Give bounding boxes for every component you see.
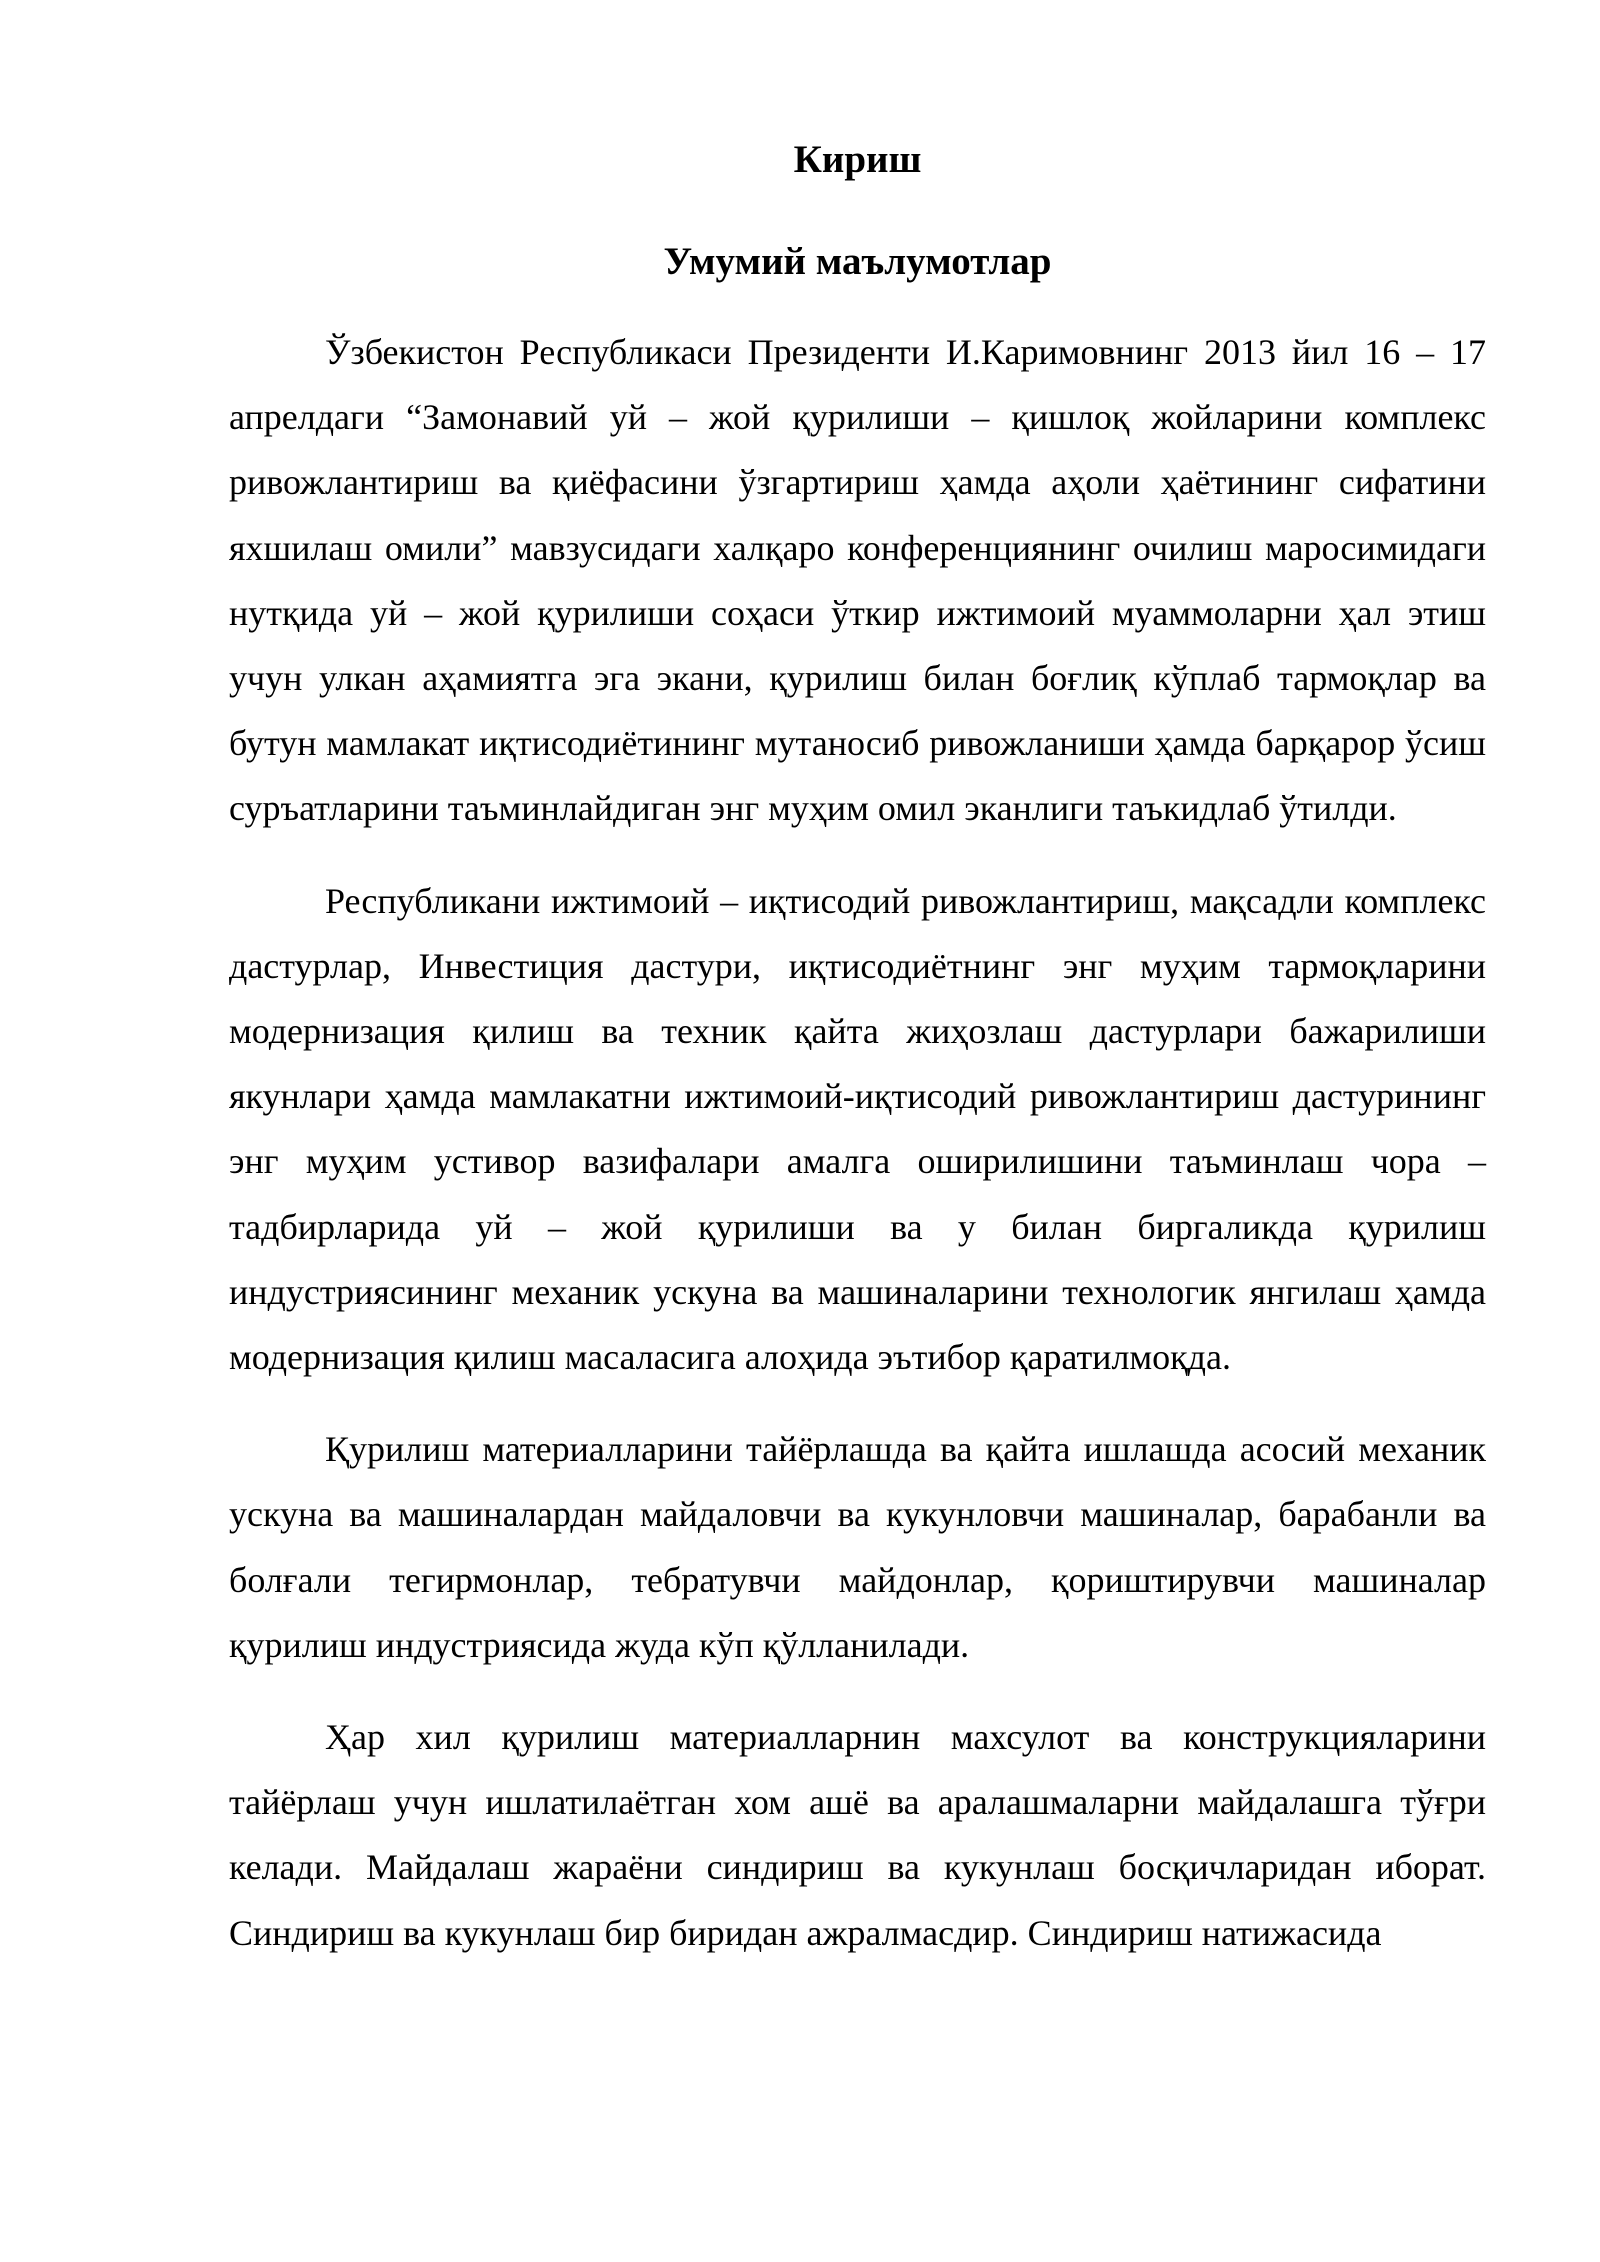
- paragraph-1: Ўзбекистон Республикаси Президенти И.Каримовнинг 2013 йил 16 – 17 апрелдаги “Замонавий уй – жой қурилиши – қишлоқ жойларини комплекс ривожлантириш ва қиёфасини ўзгартириш ҳамда аҳоли ҳаётининг сифатини яхшилаш омили” мавзусидаги халқаро конференциянинг очилиш маросимидаги нутқида уй – жой қурилиши соҳаси ўткир ижтимоий муаммоларни ҳал этиш учун улкан аҳамиятга эга экани, қурилиш билан боғлиқ кўплаб тармоқлар ва бутун мамлакат иқтисодиётининг мутаносиб ривожланиши ҳамда барқарор ўсиш суръатларини таъминлайдиган энг муҳим омил эканлиги таъкидлаб ўтилди.: [229, 332, 1486, 829]
- section-subheading: Умумий маълумотлар: [663, 240, 1052, 283]
- paragraph-4: Ҳар хил қурилиш материалларнин махсулот ва конструкцияларини тайёрлаш учун ишлатилаётган хом ашё ва аралашмаларни майдалашга тўғри келади. Майдалаш жараёни синдириш ва кукунлаш босқичларидан иборат. Синдириш ва кукунлаш бир биридан ажралмасдир. Синдириш натижасида: [229, 1717, 1486, 1953]
- paragraph-3: Қурилиш материалларини тайёрлашда ва қайта ишлашда асосий механик ускуна ва машиналардан майдаловчи ва кукунловчи машиналар, барабанли ва болғали тегирмонлар, тебратувчи майдонлар, қориштирувчи машиналар қурилиш индустриясида жуда кўп қўлланилади.: [229, 1429, 1486, 1665]
- page-content: [229, 128, 1486, 1966]
- page-heading: Кириш: [793, 138, 922, 181]
- paragraph-2: Республикани ижтимоий – иқтисодий ривожлантириш, мақсадли комплекс дастурлар, Инвестиция дастури, иқтисодиётнинг энг муҳим тармоқларини модернизация қилиш ва техник қайта жиҳозлаш дастурлари бажарилиши якунлари ҳамда мамлакатни ижтимоий-иқтисодий ривожлантириш дастурининг энг муҳим устивор вазифалари амалга оширилишини таъминлаш чора – тадбирларида уй – жой қурилиши ва у билан биргаликда қурилиш индустриясининг механик ускуна ва машиналарини технологик янгилаш ҳамда модернизация қилиш масаласига алоҳида эътибор қаратилмоқда.: [229, 880, 1486, 1378]
